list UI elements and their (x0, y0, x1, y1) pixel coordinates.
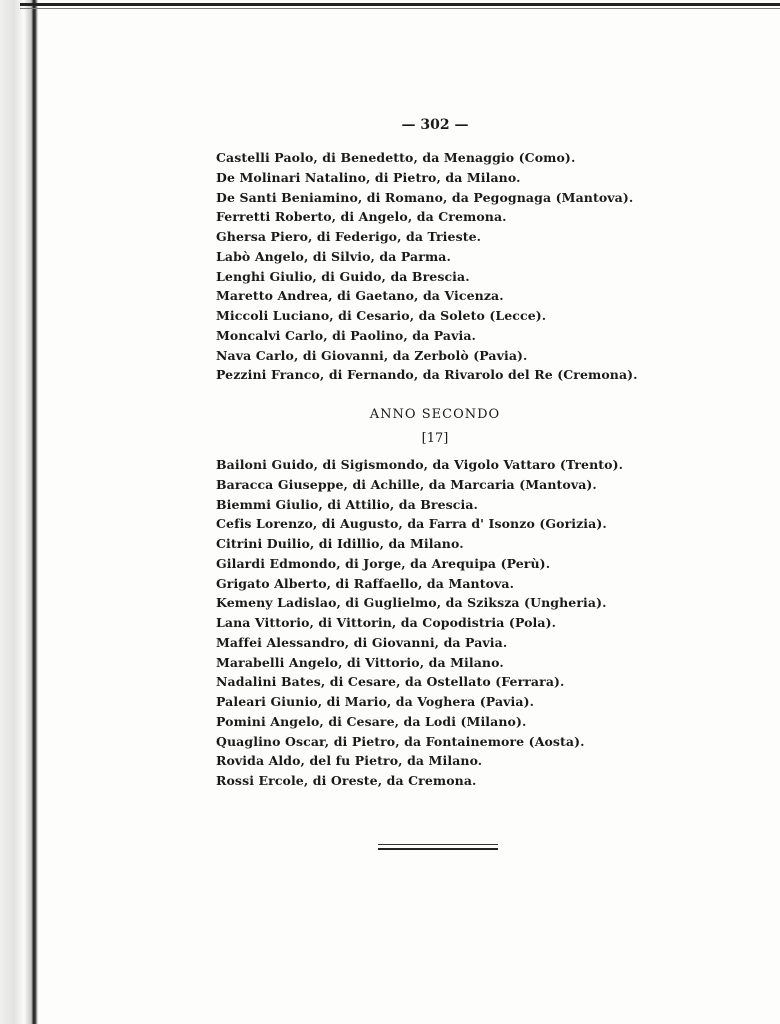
list-item: Citrini Duilio, di Idillio, da Milano. (216, 536, 464, 551)
list-item: Nava Carlo, di Giovanni, da Zerbolò (Pavia). (216, 347, 528, 363)
list-item: Pomini Angelo, di Cesare, da Lodi (Milano). (216, 713, 527, 729)
list-item: Castelli Paolo, di Benedetto, da Menaggio (Como). (216, 150, 576, 165)
page-number: — 302 — (401, 117, 469, 133)
list-item: Paleari Giunio, di Mario, da Voghera (Pavia). (216, 694, 535, 709)
section-count: [17] (421, 431, 449, 446)
list-item: Rovida Aldo, del fu Pietro, da Milano. (216, 753, 483, 769)
list-item: Baracca Giuseppe, di Achille, da Marcaria (Mantova). (216, 476, 597, 492)
list-item: Quaglino Oscar, di Pietro, da Fontainemore (Aosta). (216, 733, 585, 749)
list-item: Miccoli Luciano, di Cesario, da Soleto (Lecce). (216, 308, 547, 323)
list-item: Cefis Lorenzo, di Augusto, da Farra d' Isonzo (Gorizia). (216, 516, 607, 532)
list-item: Biemmi Giulio, di Attilio, da Brescia. (216, 496, 478, 512)
list-item: Ferretti Roberto, di Angelo, da Cremona. (216, 209, 507, 225)
list-item: Kemeny Ladislao, di Guglielmo, da Sziksza (Ungheria). (216, 595, 607, 611)
list-item: Ghersa Piero, di Federigo, da Trieste. (216, 229, 482, 244)
section-heading-anno-secondo: ANNO SECONDO (369, 407, 501, 422)
list-item: Marabelli Angelo, di Vittorio, da Milano. (216, 654, 504, 670)
top-edge-rule-thin (20, 8, 780, 9)
list-item: Lenghi Giulio, di Guido, da Brescia. (216, 268, 470, 284)
list-item: De Molinari Natalino, di Pietro, da Milano. (216, 169, 521, 185)
list-item: De Santi Beniamino, di Romano, da Pegognaga (Mantova). (216, 189, 634, 205)
list-item: Lana Vittorio, di Vittorin, da Copodistria (Pola). (216, 615, 557, 630)
list-item: Maretto Andrea, di Gaetano, da Vicenza. (216, 288, 504, 304)
top-edge-rule (20, 3, 780, 6)
list-item: Maffei Alessandro, di Giovanni, da Pavia. (216, 634, 508, 650)
list-item: Nadalini Bates, di Cesare, da Ostellato (Ferrara). (216, 674, 565, 690)
list-item: Gilardi Edmondo, di Jorge, da Arequipa (Perù). (216, 555, 551, 571)
student-list-first (216, 148, 638, 385)
list-item: Labò Angelo, di Silvio, da Parma. (216, 248, 451, 264)
list-item: Bailoni Guido, di Sigismondo, da Vigolo Vattaro (Trento). (216, 457, 624, 472)
book-spine-shadow (0, 0, 40, 1024)
list-item: Pezzini Franco, di Fernando, da Rivarolo del Re (Cremona). (216, 367, 638, 383)
student-list-anno-secondo (216, 455, 623, 791)
list-item: Grigato Alberto, di Raffaello, da Mantova. (216, 575, 515, 591)
list-item: Rossi Ercole, di Oreste, da Cremona. (216, 773, 477, 788)
end-divider (378, 844, 498, 850)
list-item: Moncalvi Carlo, di Paolino, da Pavia. (216, 327, 476, 343)
